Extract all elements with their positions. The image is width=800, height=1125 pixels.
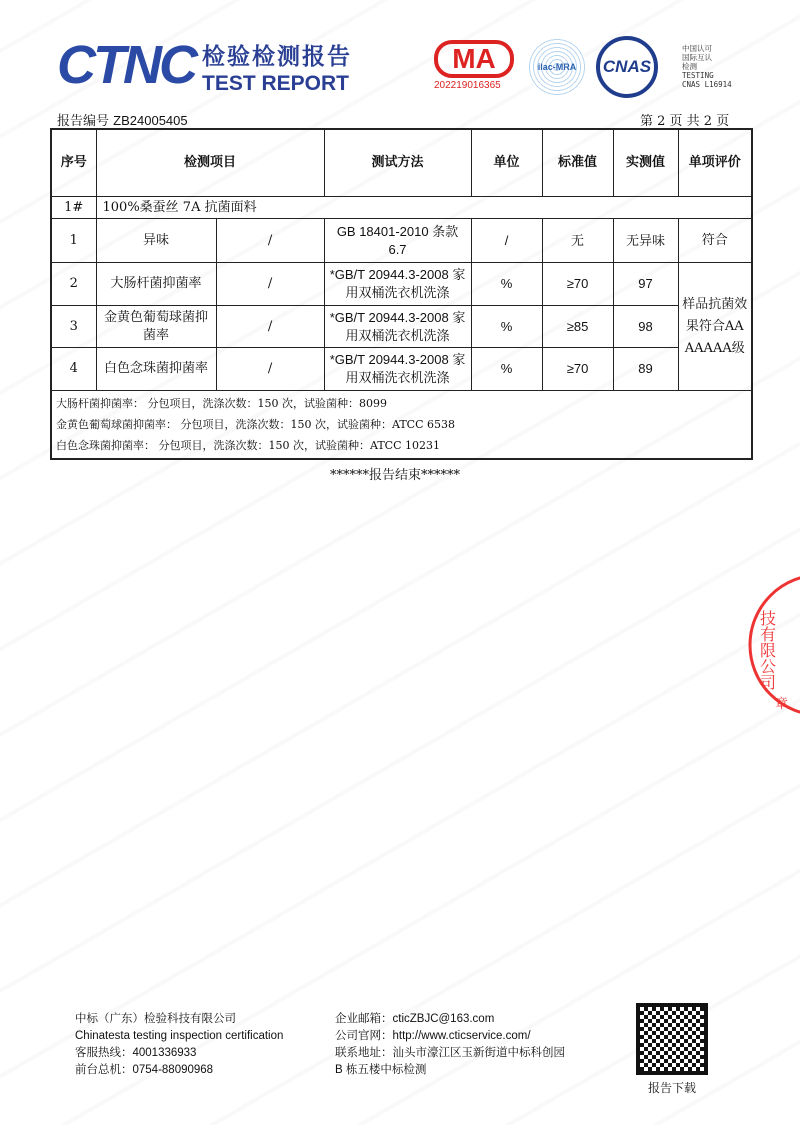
cnas-line: 国际互认 [682, 53, 712, 62]
cell-standard: ≥85 [542, 306, 613, 348]
report-number [57, 110, 188, 129]
cell-method: GB 18401-2010 条款 6.7 [324, 219, 471, 263]
ilac-text: ilac-MRA [537, 62, 577, 72]
footer-line: B 栋五楼中标检测 [335, 1064, 427, 1076]
cell-method: *GB/T 20944.3-2008 家用双桶洗衣机洗涤 [324, 348, 471, 391]
cell-item: 金黄色葡萄球菌抑菌率 [96, 306, 216, 348]
sample-name: 100%桑蚕丝 7A 抗菌面料 [96, 197, 752, 219]
report-no-value: ZB24005405 [113, 113, 188, 128]
note: 金黄色葡萄球菌抑菌率： 分包项目，洗涤次数：150 次，试验菌种：ATCC 6538 [56, 418, 455, 431]
cell-method: *GB/T 20944.3-2008 家用双桶洗衣机洗涤 [324, 306, 471, 348]
title-cn: 检验检测报告 [202, 44, 352, 70]
footer-line: 客服热线：4001336933 [75, 1047, 197, 1059]
header-cell: 检测项目 [96, 129, 324, 197]
ctnc-logo: CTNC [57, 35, 195, 95]
cell-unit: % [471, 263, 542, 306]
cell-unit: / [471, 219, 542, 263]
footer-email[interactable]: 企业邮箱：cticZBJC@163.com [335, 1013, 495, 1025]
notes-row [51, 391, 752, 460]
cell-no: 1 [51, 219, 96, 263]
cell-sub: / [216, 348, 324, 391]
header-cell: 序号 [51, 129, 96, 197]
cell-sub: / [216, 263, 324, 306]
footer-line: 中标（广东）检验科技有限公司 [75, 1013, 236, 1025]
cell-measured: 89 [613, 348, 678, 391]
title-en: TEST REPORT [202, 72, 350, 95]
end-mark: ******报告结束****** [330, 468, 461, 483]
cma-text: MA [452, 43, 496, 74]
results-table [50, 128, 753, 460]
table-header-row [51, 129, 752, 197]
cnas-text: CNAS [602, 57, 652, 76]
sample-id: 1# [51, 197, 96, 219]
header-cell: 标准值 [542, 129, 613, 197]
header-cell: 实测值 [613, 129, 678, 197]
cnas-logo [596, 36, 658, 98]
cnas-line: TESTING [682, 71, 714, 80]
svg-text:章: 章 [775, 697, 789, 712]
table-row [51, 263, 752, 306]
sample-row [51, 197, 752, 219]
header-cell: 单项评价 [678, 129, 752, 197]
note: 大肠杆菌抑菌率： 分包项目，洗涤次数：150 次，试验菌种：8099 [56, 397, 387, 410]
cell-sub: / [216, 219, 324, 263]
cell-standard: 无 [542, 219, 613, 263]
qr-code [636, 1003, 708, 1075]
cell-standard: ≥70 [542, 263, 613, 306]
cell-measured: 97 [613, 263, 678, 306]
svg-text:技有限公司: 技有限公司 [757, 610, 777, 690]
cell-no: 4 [51, 348, 96, 391]
cell-eval: 符合 [678, 219, 752, 263]
cell-sub: / [216, 306, 324, 348]
footer-line: 前台总机：0754-88090968 [75, 1064, 214, 1076]
table-row [51, 306, 752, 348]
cma-logo [434, 40, 514, 78]
footer-website[interactable]: 公司官网：http://www.cticservice.com/ [335, 1030, 531, 1042]
ilac-logo [528, 38, 586, 96]
cell-merged-eval: 样品抗菌效果符合AAAAAAA级 [678, 263, 752, 391]
cell-measured: 98 [613, 306, 678, 348]
table-row [51, 219, 752, 263]
cnas-caption [682, 44, 732, 89]
footer-line: 联系地址：汕头市濠江区玉新街道中标科创园 [335, 1047, 565, 1059]
cell-standard: ≥70 [542, 348, 613, 391]
cnas-line: 检测 [682, 62, 697, 71]
report-no-label: 报告编号 [57, 114, 110, 129]
cnas-line: 中国认可 [682, 44, 712, 53]
note: 白色念珠菌抑菌率： 分包项目，洗涤次数：150 次，试验菌种：ATCC 10231 [56, 439, 440, 452]
footer-company [75, 1011, 325, 1079]
cell-no: 3 [51, 306, 96, 348]
cell-no: 2 [51, 263, 96, 306]
qr-label: 报告下载 [648, 1081, 697, 1095]
header-cell: 测试方法 [324, 129, 471, 197]
footer-contact [335, 1011, 625, 1079]
cell-measured: 无异味 [613, 219, 678, 263]
cell-unit: % [471, 348, 542, 391]
red-stamp [745, 570, 800, 720]
page-info: 第 2 页 共 2 页 [640, 114, 730, 129]
footer-line: Chinatesta testing inspection certification [75, 1030, 284, 1042]
cell-item: 白色念珠菌抑菌率 [96, 348, 216, 391]
table-row [51, 348, 752, 391]
cell-item: 大肠杆菌抑菌率 [96, 263, 216, 306]
cell-item: 异味 [96, 219, 216, 263]
cell-unit: % [471, 306, 542, 348]
cell-method: *GB/T 20944.3-2008 家用双桶洗衣机洗涤 [324, 263, 471, 306]
cma-number: 202219016365 [434, 80, 501, 91]
header-cell: 单位 [471, 129, 542, 197]
cnas-line: CNAS L16914 [682, 80, 732, 89]
